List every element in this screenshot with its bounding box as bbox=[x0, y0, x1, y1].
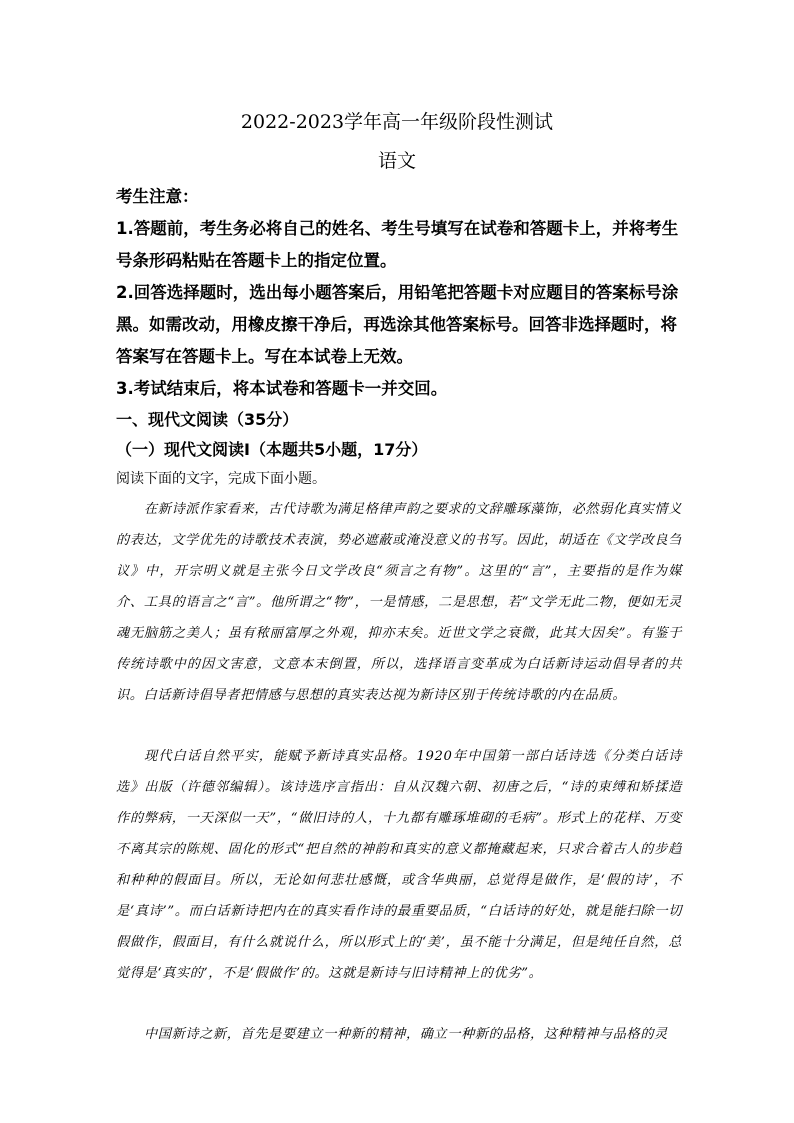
passage-paragraph-2: 现代白话自然平实，能赋予新诗真实品格。1920年中国第一部白话诗选《分类白话诗选》出版（许德邻编辑）。该诗选序言指出：自从汉魏六朝、初唐之后，“诗的束缚和矫揉造作的弊病，一天深似一天”，“做旧诗的人，十九都有雕琢堆砌的毛病”。形式上的花样、万变不离其宗的陈规、固化的形式“把自然的神韵和真实的意义都掩藏起来，只求合着古人的步趋和种种的假面目。所以，无论如何悲壮感慨，或含华典丽，总觉得是做作，是‘假的诗’，不是‘真诗’”。而白话新诗把内在的真实看作诗的最重要品质，“白话诗的好处，就是能扫除一切假做作，假面目，有什么就说什么，所以形式上的‘美’，虽不能十分满足，但是纯任自然，总觉得是‘真实的’，不是‘假做作’的。这就是新诗与旧诗精神上的优劣”。 bbox=[116, 749, 682, 981]
passage-paragraph-3: 中国新诗之新，首先是要建立一种新的精神，确立一种新的品格，这种精神与品格的灵 bbox=[144, 1027, 668, 1042]
section-title: 一、现代文阅读（35分） bbox=[116, 410, 299, 429]
subsection-title: （一）现代文阅读Ⅰ（本题共5小题，17分） bbox=[116, 440, 428, 459]
notice-item-1: 1.答题前，考生务必将自己的姓名、考生号填写在试卷和答题卡上，并将考生号条形码粘贴在答题卡上的指定位置。 bbox=[116, 219, 679, 270]
subject-title: 语文 bbox=[377, 150, 416, 172]
exam-title: 2022-2023学年高一年级阶段性测试 bbox=[240, 111, 554, 133]
notice-item-3: 3.考试结束后，将本试卷和答题卡一并交回。 bbox=[116, 379, 448, 398]
notice-item-2: 2.回答选择题时，选出每小题答案后，用铅笔把答题卡对应题目的答案标号涂黑。如需改动，用橡皮擦干净后，再选涂其他答案标号。回答非选择题时，将答案写在答题卡上。写在本试卷上无效。 bbox=[116, 283, 679, 366]
notice-heading: 考生注意： bbox=[116, 187, 199, 206]
passage-paragraph-1: 在新诗派作家看来，古代诗歌为满足格律声韵之要求的文辞雕琢藻饰，必然弱化真实情义的表达，文学优先的诗歌技术表演，势必遮蔽或淹没意义的书写。因此，胡适在《文学改良刍议》中，开宗明义就是主张今日文学改良“须言之有物”。这里的“言”，主要指的是作为媒介、工具的语言之“言”。他所谓之“物”，一是情感，二是思想，若“文学无此二物，便如无灵魂无脑筋之美人；虽有秾丽富厚之外观，抑亦末矣。近世文学之衰微，此其大因矣”。有鉴于传统诗歌中的因文害意，文意本末倒置，所以，选择语言变革成为白话新诗运动倡导者的共识。白话新诗倡导者把情感与思想的真实表达视为新诗区别于传统诗歌的内在品质。 bbox=[116, 502, 682, 703]
reading-instruction: 阅读下面的文字，完成下面小题。 bbox=[116, 471, 326, 487]
